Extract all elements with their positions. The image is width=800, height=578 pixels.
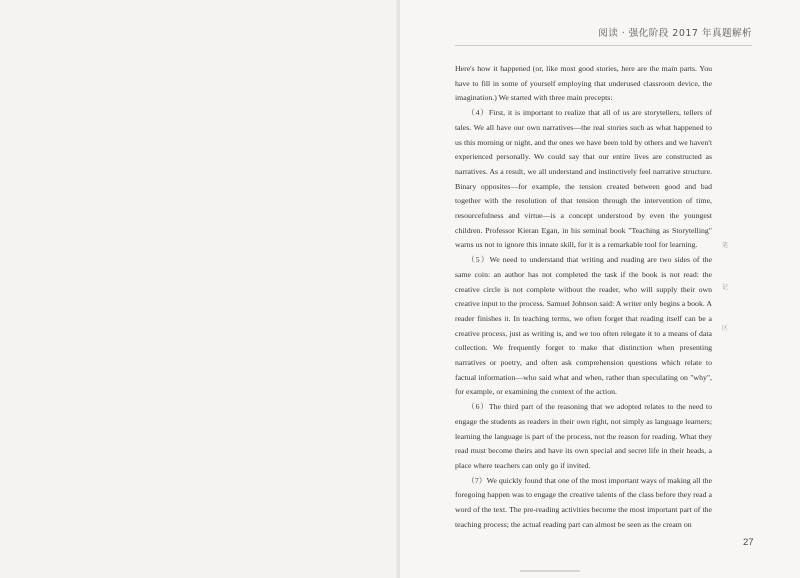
running-header: 阅读 · 强化阶段 2017 年真题解析 [598,28,752,39]
paragraph-text: Here's how it happened (or, like most good stories, here are the main parts. You have to fill in some of yourself employing that underused classroom device, the imagination.) We started with three main precepts: [455,64,712,103]
margin-note-mark: 区 [722,325,729,332]
margin-note-mark: 笔 [722,242,729,249]
paragraph-number: （7） [467,475,487,485]
paragraph-text: We need to understand that writing and reading are two sides of the same coin: an author has not completed the task if the book is not read: the creative circle is not complete without the reader, who will supply their own creative input to the process. Samuel Johnson said: A writer only begins a book. A reader finishes it. In teaching terms, we often forget that reading itself can be a creative process, just as writing is, and we too often relegate it to a means of data collection. We frequently forget to make that distinction when presenting narratives or poetry, and often ask comprehension questions which relate to factual information—who said what and when, rather than speculating on "why", for example, or examining the context of the action. [455,255,712,397]
paragraph-text: First, it is important to realize that all of us are storytellers, tellers of tales. We all have our own narratives—the real stories such as what happened to us this morning or night, and the ones we have been told by others and we haven't experienced personally. We could say that our entire lives are constructed as narratives. As a result, we all understand and instinctively feel narrative structure. Binary opposites—for example, the tension created between good and bad together with the resolution of that tension through the intervention of time, resourcefulness and virtue—is a concept understood by even the youngest children. Professor Kieran Egan, in his seminal book "Teaching as Storytelling" warns us not to ignore this innate skill, for it is a remarkable tool for learning. [455,108,713,250]
margin-note-mark: 记 [722,284,729,291]
paragraph-number: （6） [467,402,489,412]
page-number: 27 [743,537,754,548]
paragraph-number: （5） [467,255,490,265]
header-rule [455,45,752,46]
paragraph-7 [455,474,712,533]
paragraph-text: We quickly found that one of the most important ways of making all the foregoing happen was to engage the creative talents of the class before they read a word of the text. The pre-reading activities become the most important part of the teaching process; the actual reading part can almost be seen as the cream on [455,475,712,529]
paragraph-number: （4） [467,108,489,118]
scan-smudge [520,570,580,572]
paragraph-4 [455,106,712,253]
paragraph-text: The third part of the reasoning that we adopted relates to the need to engage the students as readers in their own right, not simply as language learners; learning the language is part of the process, not the reason for reading. What they read must become theirs and have its own special and secret life in their heads, a place where teachers can only go if invited. [455,402,712,470]
paragraph-6 [455,400,712,474]
paragraph-intro [455,62,712,106]
paragraph-5 [455,253,712,400]
article-body [455,62,712,533]
